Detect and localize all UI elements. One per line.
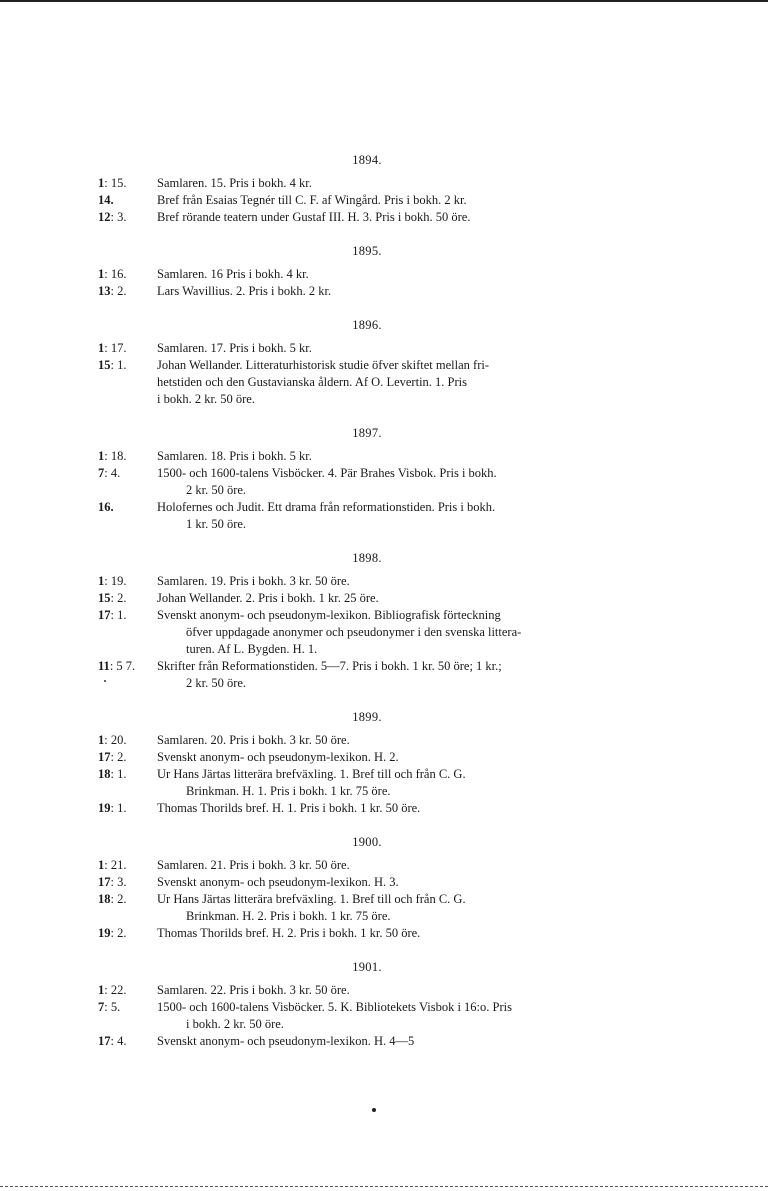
- entry-text: [157, 573, 636, 590]
- series-number: 17: [98, 608, 111, 622]
- year-section: [98, 550, 636, 692]
- catalog-entry: [98, 1033, 636, 1050]
- series-number: 19: [98, 926, 111, 940]
- volume-number: : 2.: [110, 284, 127, 298]
- catalog-entry: [98, 175, 636, 192]
- page-dot-mark: [372, 1108, 376, 1112]
- series-number: 1: [98, 733, 105, 747]
- year-heading: 1901.: [352, 960, 382, 974]
- entry-text: [157, 800, 636, 817]
- entry-reference: [98, 573, 157, 590]
- entry-line: i bokh. 2 kr. 50 öre.: [157, 392, 255, 406]
- volume-number: : 1.: [110, 767, 127, 781]
- bottom-edge-rule: [0, 1186, 768, 1188]
- series-number: 1: [98, 858, 105, 872]
- catalog-entry: [98, 749, 636, 766]
- volume-number: : 4.: [104, 466, 121, 480]
- entry-line: Brinkman. H. 2. Pris i bokh. 1 kr. 75 öre.: [186, 909, 391, 923]
- entry-line: Ur Hans Järtas litterära brefväxling. 1. Bref till och från C. G.: [157, 767, 466, 781]
- volume-number: : 2.: [110, 750, 127, 764]
- series-number: 17: [98, 750, 111, 764]
- entry-reference: [98, 448, 157, 465]
- catalog-entry: [98, 573, 636, 590]
- volume-number: : 3.: [110, 210, 127, 224]
- entry-text: [157, 766, 636, 800]
- year-heading: 1895.: [352, 244, 382, 258]
- entry-line: Johan Wellander. Litteraturhistorisk studie öfver skiftet mellan fri-: [157, 358, 490, 372]
- series-number: 15: [98, 358, 111, 372]
- entry-line: Thomas Thorilds bref. H. 1. Pris i bokh. 1 kr. 50 öre.: [157, 801, 421, 815]
- entry-text: [157, 266, 636, 283]
- catalog-entry: [98, 732, 636, 749]
- series-number: 11: [98, 659, 110, 673]
- volume-number: : 1.: [110, 801, 127, 815]
- catalog-entry: [98, 891, 636, 925]
- entry-line: 2 kr. 50 öre.: [186, 483, 247, 497]
- entry-reference: [98, 1033, 157, 1050]
- year-heading: 1898.: [352, 551, 382, 565]
- entry-line: hetstiden och den Gustavianska åldern. Af O. Levertin. 1. Pris: [157, 375, 467, 389]
- series-number: 16.: [98, 500, 114, 514]
- entry-reference: [98, 340, 157, 357]
- catalog-entry: [98, 340, 636, 357]
- series-number: 18: [98, 767, 111, 781]
- entry-reference: [98, 175, 157, 192]
- entry-line: Samlaren. 19. Pris i bokh. 3 kr. 50 öre.: [157, 574, 350, 588]
- entry-line: 2 kr. 50 öre.: [186, 676, 247, 690]
- entry-text: [157, 607, 636, 658]
- entry-text: [157, 857, 636, 874]
- series-number: 17: [98, 875, 111, 889]
- entry-reference: [98, 732, 157, 749]
- stray-mark: [104, 680, 106, 682]
- entry-line: Brinkman. H. 1. Pris i bokh. 1 kr. 75 öre.: [186, 784, 391, 798]
- series-number: 18: [98, 892, 111, 906]
- catalog-entry: [98, 590, 636, 607]
- catalog-entry: [98, 874, 636, 891]
- volume-number: : 1.: [110, 608, 127, 622]
- year-heading: 1897.: [352, 426, 382, 440]
- entry-line: 1 kr. 50 öre.: [186, 517, 247, 531]
- entry-line: Samlaren. 20. Pris i bokh. 3 kr. 50 öre.: [157, 733, 350, 747]
- entry-line: Svenskt anonym- och pseudonym-lexikon. H. 4—5: [157, 1034, 415, 1048]
- entry-line: Ur Hans Järtas litterära brefväxling. 1. Bref till och från C. G.: [157, 892, 466, 906]
- catalog-entry: [98, 857, 636, 874]
- volume-number: : 2.: [110, 892, 127, 906]
- entry-reference: [98, 857, 157, 874]
- entry-line: Samlaren. 22. Pris i bokh. 3 kr. 50 öre.: [157, 983, 350, 997]
- entry-text: [157, 499, 636, 533]
- catalog-entry: [98, 999, 636, 1033]
- entry-line: Samlaren. 18. Pris i bokh. 5 kr.: [157, 449, 312, 463]
- entry-text: [157, 357, 636, 408]
- year-section: [98, 959, 636, 1050]
- entry-reference: [98, 800, 157, 817]
- entry-line: Johan Wellander. 2. Pris i bokh. 1 kr. 25 öre.: [157, 591, 379, 605]
- entry-reference: [98, 209, 157, 226]
- series-number: 14.: [98, 193, 114, 207]
- volume-number: : 1.: [110, 358, 127, 372]
- volume-number: : 2.: [110, 591, 127, 605]
- entry-reference: [98, 590, 157, 607]
- entry-line: turen. Af L. Bygden. H. 1.: [186, 642, 318, 656]
- volume-number: : 19.: [104, 574, 127, 588]
- volume-number: : 20.: [104, 733, 127, 747]
- entry-text: [157, 732, 636, 749]
- entry-line: Skrifter från Reformationstiden. 5—7. Pris i bokh. 1 kr. 50 öre; 1 kr.;: [157, 659, 502, 673]
- entry-text: [157, 999, 636, 1033]
- volume-number: : 21.: [104, 858, 127, 872]
- volume-number: : 5 7.: [109, 659, 136, 673]
- entry-line: Samlaren. 16 Pris i bokh. 4 kr.: [157, 267, 309, 281]
- series-number: 15: [98, 591, 111, 605]
- series-number: 12: [98, 210, 111, 224]
- entry-reference: [98, 357, 157, 374]
- catalog-entry: [98, 465, 636, 499]
- entry-text: [157, 340, 636, 357]
- volume-number: : 15.: [104, 176, 127, 190]
- catalog-entry: [98, 357, 636, 408]
- entry-line: Holofernes och Judit. Ett drama från reformationstiden. Pris i bokh.: [157, 500, 496, 514]
- year-section: [98, 709, 636, 817]
- volume-number: : 2.: [110, 926, 127, 940]
- entry-text: [157, 448, 636, 465]
- series-number: 1: [98, 176, 105, 190]
- entry-text: [157, 283, 636, 300]
- catalog-entry: [98, 192, 636, 209]
- series-number: 1: [98, 341, 105, 355]
- entry-line: öfver uppdagade anonymer och pseudonymer i den svenska littera-: [186, 625, 522, 639]
- entry-reference: [98, 925, 157, 942]
- catalog-list: [98, 152, 636, 1067]
- catalog-entry: [98, 982, 636, 999]
- entry-reference: [98, 766, 157, 783]
- year-section: [98, 317, 636, 408]
- entry-text: [157, 925, 636, 942]
- series-number: 19: [98, 801, 111, 815]
- entry-reference: [98, 891, 157, 908]
- entry-reference: [98, 658, 157, 675]
- year-heading: 1896.: [352, 318, 382, 332]
- entry-line: 1500- och 1600-talens Visböcker. 5. K. Bibliotekets Visbok i 16:o. Pris: [157, 1000, 512, 1014]
- entry-line: Samlaren. 21. Pris i bokh. 3 kr. 50 öre.: [157, 858, 350, 872]
- entry-line: 1500- och 1600-talens Visböcker. 4. Pär Brahes Visbok. Pris i bokh.: [157, 466, 497, 480]
- entry-text: [157, 1033, 636, 1050]
- volume-number: : 16.: [104, 267, 127, 281]
- series-number: 17: [98, 1034, 111, 1048]
- catalog-entry: [98, 209, 636, 226]
- series-number: 1: [98, 983, 105, 997]
- catalog-entry: [98, 925, 636, 942]
- entry-line: Samlaren. 15. Pris i bokh. 4 kr.: [157, 176, 312, 190]
- volume-number: : 17.: [104, 341, 127, 355]
- year-section: [98, 152, 636, 226]
- volume-number: : 22.: [104, 983, 127, 997]
- year-heading: 1894.: [352, 153, 382, 167]
- entry-text: [157, 465, 636, 499]
- entry-text: [157, 192, 636, 209]
- catalog-entry: [98, 448, 636, 465]
- catalog-entry: [98, 800, 636, 817]
- catalog-entry: [98, 266, 636, 283]
- entry-line: Thomas Thorilds bref. H. 2. Pris i bokh. 1 kr. 50 öre.: [157, 926, 421, 940]
- entry-reference: [98, 266, 157, 283]
- volume-number: : 4.: [110, 1034, 127, 1048]
- year-section: [98, 425, 636, 533]
- series-number: 1: [98, 574, 105, 588]
- entry-line: i bokh. 2 kr. 50 öre.: [186, 1017, 284, 1031]
- entry-text: [157, 658, 636, 692]
- entry-text: [157, 590, 636, 607]
- year-heading: 1899.: [352, 710, 382, 724]
- entry-reference: [98, 465, 157, 482]
- year-section: [98, 834, 636, 942]
- entry-reference: [98, 749, 157, 766]
- series-number: 13: [98, 284, 111, 298]
- series-number: 7: [98, 466, 105, 480]
- catalog-entry: [98, 499, 636, 533]
- volume-number: : 5.: [104, 1000, 121, 1014]
- entry-text: [157, 982, 636, 999]
- year-section: [98, 243, 636, 300]
- volume-number: : 18.: [104, 449, 127, 463]
- entry-text: [157, 175, 636, 192]
- entry-text: [157, 209, 636, 226]
- year-heading: 1900.: [352, 835, 382, 849]
- entry-reference: [98, 874, 157, 891]
- entry-reference: [98, 499, 157, 516]
- entry-text: [157, 891, 636, 925]
- entry-line: Svenskt anonym- och pseudonym-lexikon. H. 3.: [157, 875, 399, 889]
- entry-reference: [98, 607, 157, 624]
- entry-text: [157, 874, 636, 891]
- entry-line: Bref rörande teatern under Gustaf III. H. 3. Pris i bokh. 50 öre.: [157, 210, 471, 224]
- catalog-entry: [98, 283, 636, 300]
- entry-reference: [98, 999, 157, 1016]
- entry-reference: [98, 283, 157, 300]
- entry-line: Lars Wavillius. 2. Pris i bokh. 2 kr.: [157, 284, 332, 298]
- entry-reference: [98, 982, 157, 999]
- series-number: 1: [98, 267, 105, 281]
- entry-line: Bref från Esaias Tegnér till C. F. af Wingård. Pris i bokh. 2 kr.: [157, 193, 467, 207]
- entry-text: [157, 749, 636, 766]
- volume-number: : 3.: [110, 875, 127, 889]
- series-number: 7: [98, 1000, 105, 1014]
- entry-line: Svenskt anonym- och pseudonym-lexikon. H. 2.: [157, 750, 399, 764]
- catalog-entry: [98, 607, 636, 658]
- catalog-entry: [98, 766, 636, 800]
- entry-line: Svenskt anonym- och pseudonym-lexikon. Bibliografisk förteckning: [157, 608, 501, 622]
- catalog-entry: [98, 658, 636, 692]
- top-edge-rule: [0, 0, 768, 2]
- entry-reference: [98, 192, 157, 209]
- entry-line: Samlaren. 17. Pris i bokh. 5 kr.: [157, 341, 312, 355]
- series-number: 1: [98, 449, 105, 463]
